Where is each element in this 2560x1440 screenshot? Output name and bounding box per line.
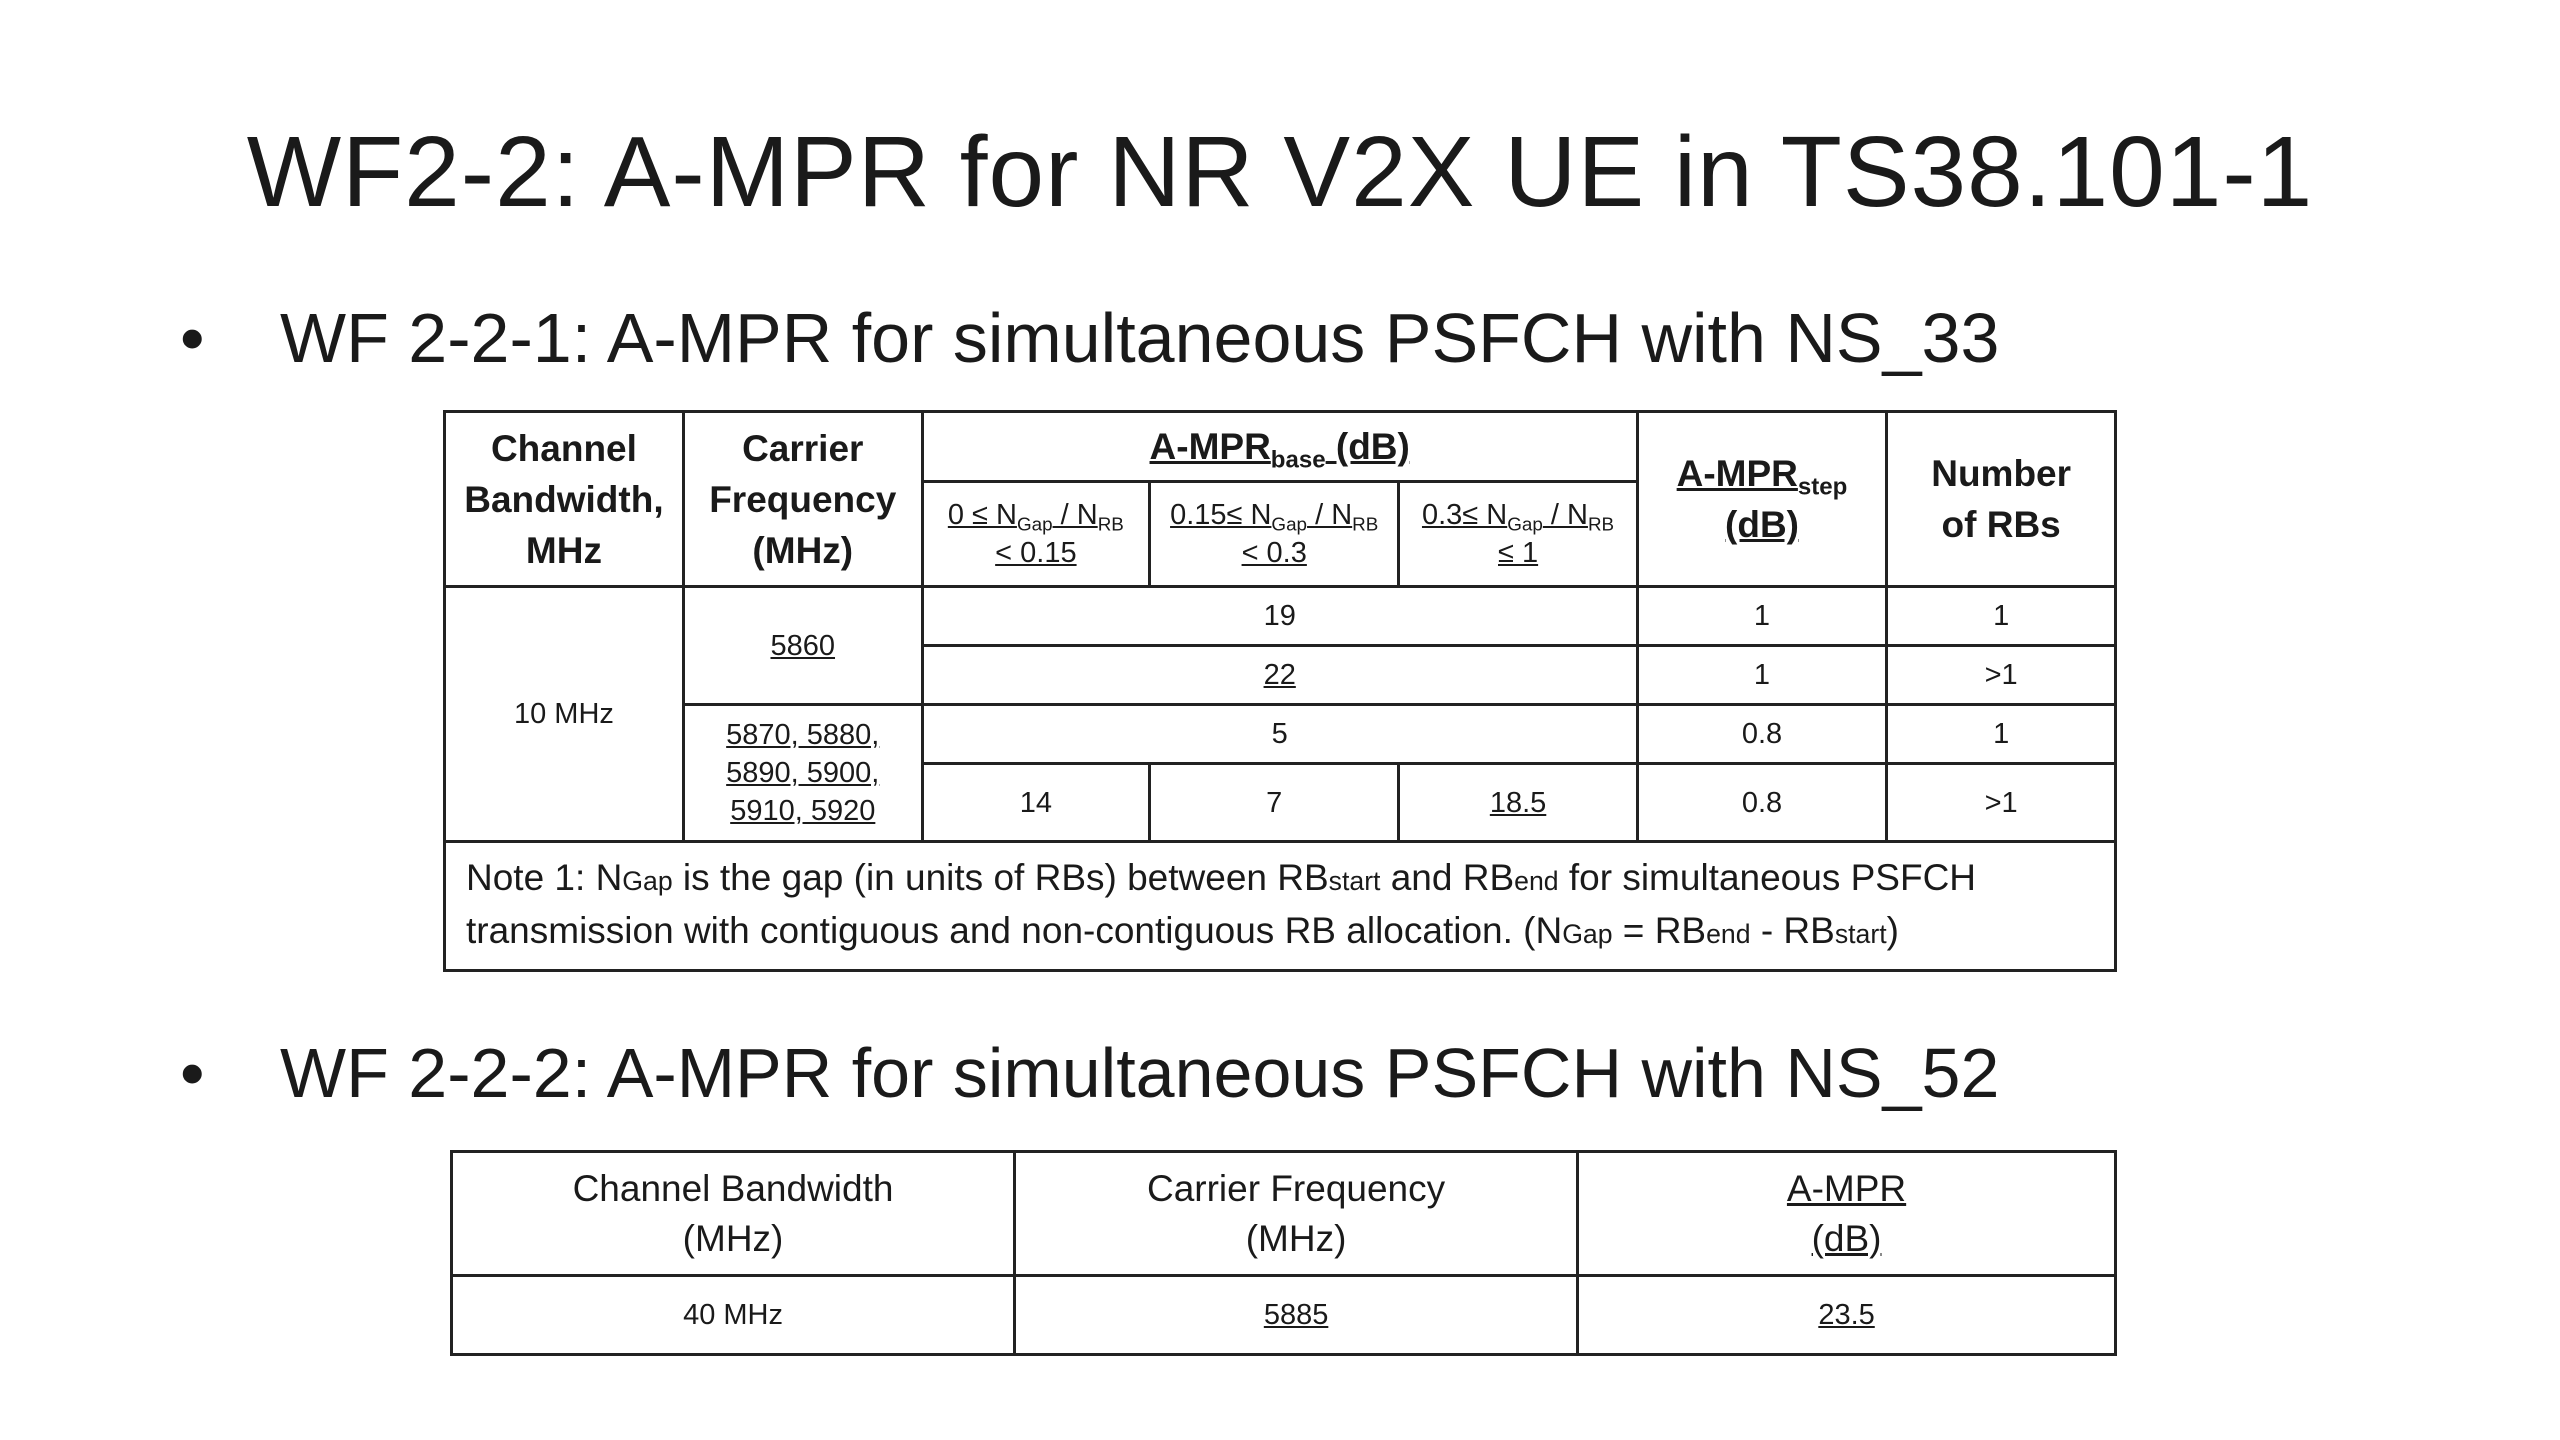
note-row	[445, 842, 2116, 971]
header-ampr-step: $A-MPR_{step}$ (dB)	[1637, 412, 1887, 587]
header-carrier-frequency: Carrier Frequency (MHz)	[683, 412, 922, 587]
cell-ampr-base-range-1: 14	[922, 764, 1149, 842]
cell-ampr-base: 22	[922, 646, 1637, 705]
cell-ampr: 23.5	[1578, 1276, 2116, 1355]
bullet-dot: •	[180, 299, 205, 377]
cell-num-rbs: >1	[1887, 764, 2116, 842]
header-carrier-frequency: Carrier Frequency (MHz)	[1015, 1152, 1578, 1276]
cell-ampr-base: 19	[922, 587, 1637, 646]
subheader-ngap-range-3: $0.3\le N_{Gap} / N_{RB}$ ≤ 1	[1399, 482, 1637, 587]
cell-num-rbs: 1	[1887, 705, 2116, 764]
cell-frequency-5860: 5860	[683, 587, 922, 705]
header-channel-bandwidth: Channel Bandwidth (MHz)	[452, 1152, 1015, 1276]
table-row	[452, 1276, 2116, 1355]
table-note: Note 1: NGap is the gap (in units of RBs) between RBstart and RBend for simultaneous PSFCH transmission with contiguous and non-contiguous RB allocation. (NGap = RBend - RBstart)	[445, 842, 2116, 971]
subheader-ngap-range-1: $0 \le N_{Gap} / N_{RB}$ < 0.15	[922, 482, 1149, 587]
cell-ampr-base: 5	[922, 705, 1637, 764]
cell-num-rbs: >1	[1887, 646, 2116, 705]
table-row	[445, 705, 2116, 764]
cell-ampr-base-range-3: 18.5	[1399, 764, 1637, 842]
cell-ampr-step: 1	[1637, 646, 1887, 705]
cell-frequency-list: 5870, 5880, 5890, 5900, 5910, 5920	[683, 705, 922, 842]
table-row	[445, 587, 2116, 646]
section-2-heading: WF 2-2-2: A-MPR for simultaneous PSFCH with NS_52	[280, 1034, 2000, 1112]
cell-ampr-step: 1	[1637, 587, 1887, 646]
cell-ampr-step: 0.8	[1637, 705, 1887, 764]
cell-ampr-base-range-2: 7	[1150, 764, 1399, 842]
header-ampr: A-MPR (dB)	[1578, 1152, 2116, 1276]
slide-title: WF2-2: A-MPR for NR V2X UE in TS38.101-1	[246, 116, 2314, 228]
bullet-dot: •	[180, 1034, 205, 1112]
ampr-ns33-table	[443, 410, 2117, 972]
header-channel-bandwidth: Channel Bandwidth, MHz	[445, 412, 684, 587]
cell-num-rbs: 1	[1887, 587, 2116, 646]
cell-bandwidth: 10 MHz	[445, 587, 684, 842]
header-ampr-base: $A-MPR_{base}$ (dB)	[922, 412, 1637, 482]
subheader-ngap-range-2: $0.15\le N_{Gap} / N_{RB}$ < 0.3	[1150, 482, 1399, 587]
section-1-heading: WF 2-2-1: A-MPR for simultaneous PSFCH with NS_33	[280, 299, 2000, 377]
header-number-of-rbs: Number of RBs	[1887, 412, 2116, 587]
cell-bandwidth: 40 MHz	[452, 1276, 1015, 1355]
ampr-ns52-table	[450, 1150, 2117, 1356]
cell-ampr-step: 0.8	[1637, 764, 1887, 842]
cell-frequency: 5885	[1015, 1276, 1578, 1355]
